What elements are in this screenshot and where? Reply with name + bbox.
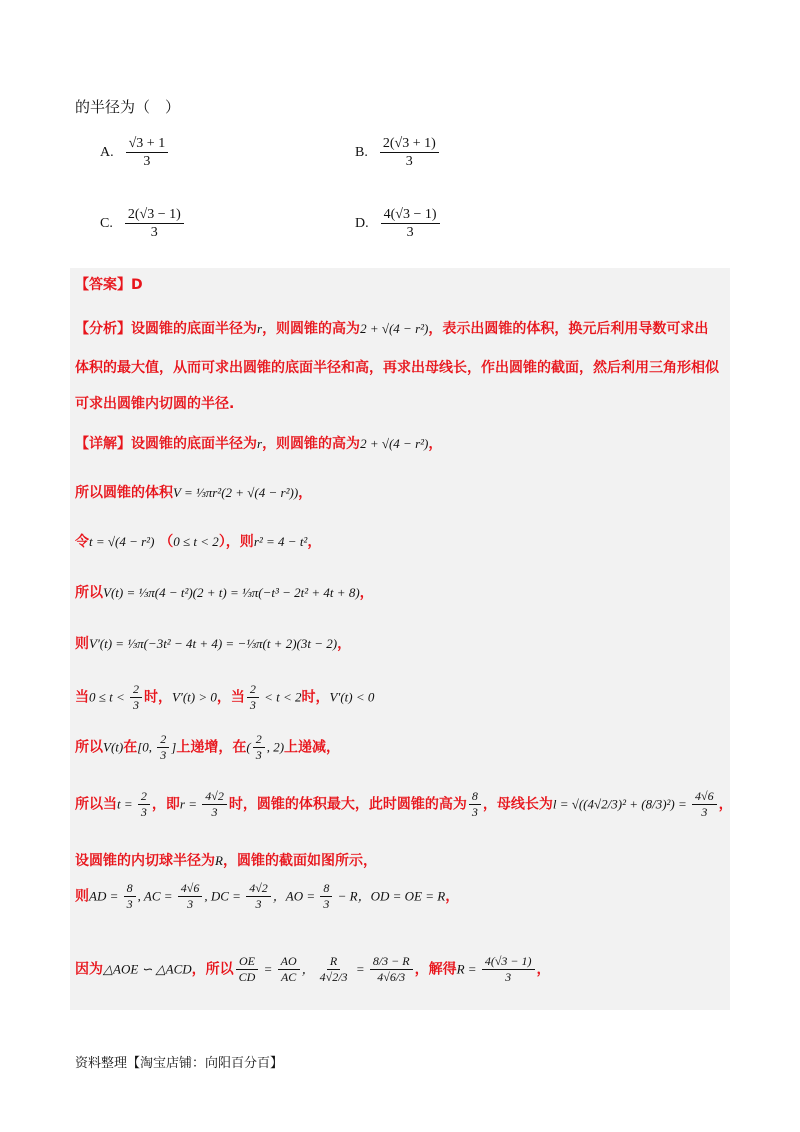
choice-label: C. — [100, 215, 113, 231]
choice-a[interactable] — [100, 136, 170, 170]
answer-line — [75, 274, 143, 294]
analysis-line-1: 【分析】设圆锥的底面半径为r，则圆锥的高为2 + √(4 − r²)，表示出圆锥的体积，换元后利用导数可求出 — [75, 321, 709, 337]
derivative-function: V′(t) = ⅓π(−3t² − 4t + 4) = −⅓π(t + 2)(3t − 2) — [89, 636, 338, 651]
detail-tag: 【详解】 — [75, 436, 131, 452]
choice-label: D. — [355, 215, 369, 231]
detail-line-6: 当0 ≤ t < $\frac{2}{3}$ 时，V′(t) > 0，当 $\frac{2}{3}$ < t < 2时，V′(t) < 0 — [75, 682, 375, 713]
detail-line-9: 设圆锥的内切球半径为R，圆锥的截面如图所示， — [75, 853, 377, 869]
detail-line-8: 所以当t = $\frac{2}{3}$ ，即r = $\frac{4√2}{3}$ 时，圆锥的体积最大，此时圆锥的高为 $\frac{8}{3}$ ，母线长为l = √((4√2/3)² + (8/3)²) = $\frac{4√6}{3}$ ， — [75, 789, 733, 820]
analysis-line-2: 体积的最大值，从而可求出圆锥的底面半径和高，再求出母线长，作出圆锥的截面，然后利用三角形相似 — [75, 360, 719, 376]
answer-tag: 【答案】 — [75, 277, 131, 293]
choice-d[interactable] — [355, 207, 442, 241]
detail-line-5: 则V′(t) = ⅓π(−3t² − 4t + 4) = −⅓π(t + 2)(3t − 2)， — [75, 636, 352, 652]
analysis-line-3: 可求出圆锥内切圆的半径. — [75, 396, 235, 412]
detail-line-4: 所以V(t) = ⅓π(4 − t²)(2 + t) = ⅓π(−t³ − 2t² + 4t + 8)， — [75, 585, 374, 601]
analysis-tag: 【分析】 — [75, 321, 131, 337]
footer-note: 资料整理【淘宝店铺：向阳百分百】 — [75, 1056, 284, 1071]
detail-line-7: 所以V(t)在[0, $\frac{2}{3}$ ]上递增，在( $\frac{2}{3}$ , 2)上递减， — [75, 732, 341, 763]
volume-function: V(t) = ⅓π(4 − t²)(2 + t) = ⅓π(−t³ − 2t² + 4t + 8) — [103, 585, 360, 600]
detail-line-2: 所以圆锥的体积V = ⅓πr²(2 + √(4 − r²))， — [75, 485, 313, 501]
choice-label: B. — [355, 144, 368, 160]
choice-c[interactable] — [100, 207, 186, 241]
question-tail: 的半径为（ ） — [75, 98, 181, 116]
answer-value: D — [131, 277, 143, 293]
volume-formula: V = ⅓πr²(2 + √(4 − r²)) — [173, 485, 299, 500]
detail-line-3: 令t = √(4 − r²) （0 ≤ t < 2），则r² = 4 − t²， — [75, 534, 322, 550]
detail-line-11: 因为△AOE ∽ △ACD，所以 $\frac{OE}{CD}$ = $\frac{AO}{AC}$ ， $\frac{R}{4√2/3}$ = $\frac{8/3 - R}{4√6/3}$ ，解得R = $\frac{4(√3 - 1)}{3}$ ， — [75, 954, 551, 985]
choice-fraction: $\frac{√3 + 1}{3}$ — [126, 136, 169, 170]
choice-fraction: $\frac{2(√3 + 1)}{3}$ — [380, 136, 439, 170]
choice-label: A. — [100, 144, 114, 160]
detail-line-1: 【详解】设圆锥的底面半径为r，则圆锥的高为2 + √(4 − r²)， — [75, 436, 443, 452]
detail-line-10: 则AD = $\frac{8}{3}$ , AC = $\frac{4√6}{3}$ , DC = $\frac{4√2}{3}$ ，AO = $\frac{8}{3}$ − R，OD = OE = R， — [75, 881, 460, 912]
choice-b[interactable] — [355, 136, 441, 170]
height-expression: 2 + √(4 − r²) — [360, 321, 429, 336]
choice-fraction: $\frac{2(√3 - 1)}{3}$ — [125, 207, 184, 241]
choice-fraction: $\frac{4(√3 - 1)}{3}$ — [381, 207, 440, 241]
